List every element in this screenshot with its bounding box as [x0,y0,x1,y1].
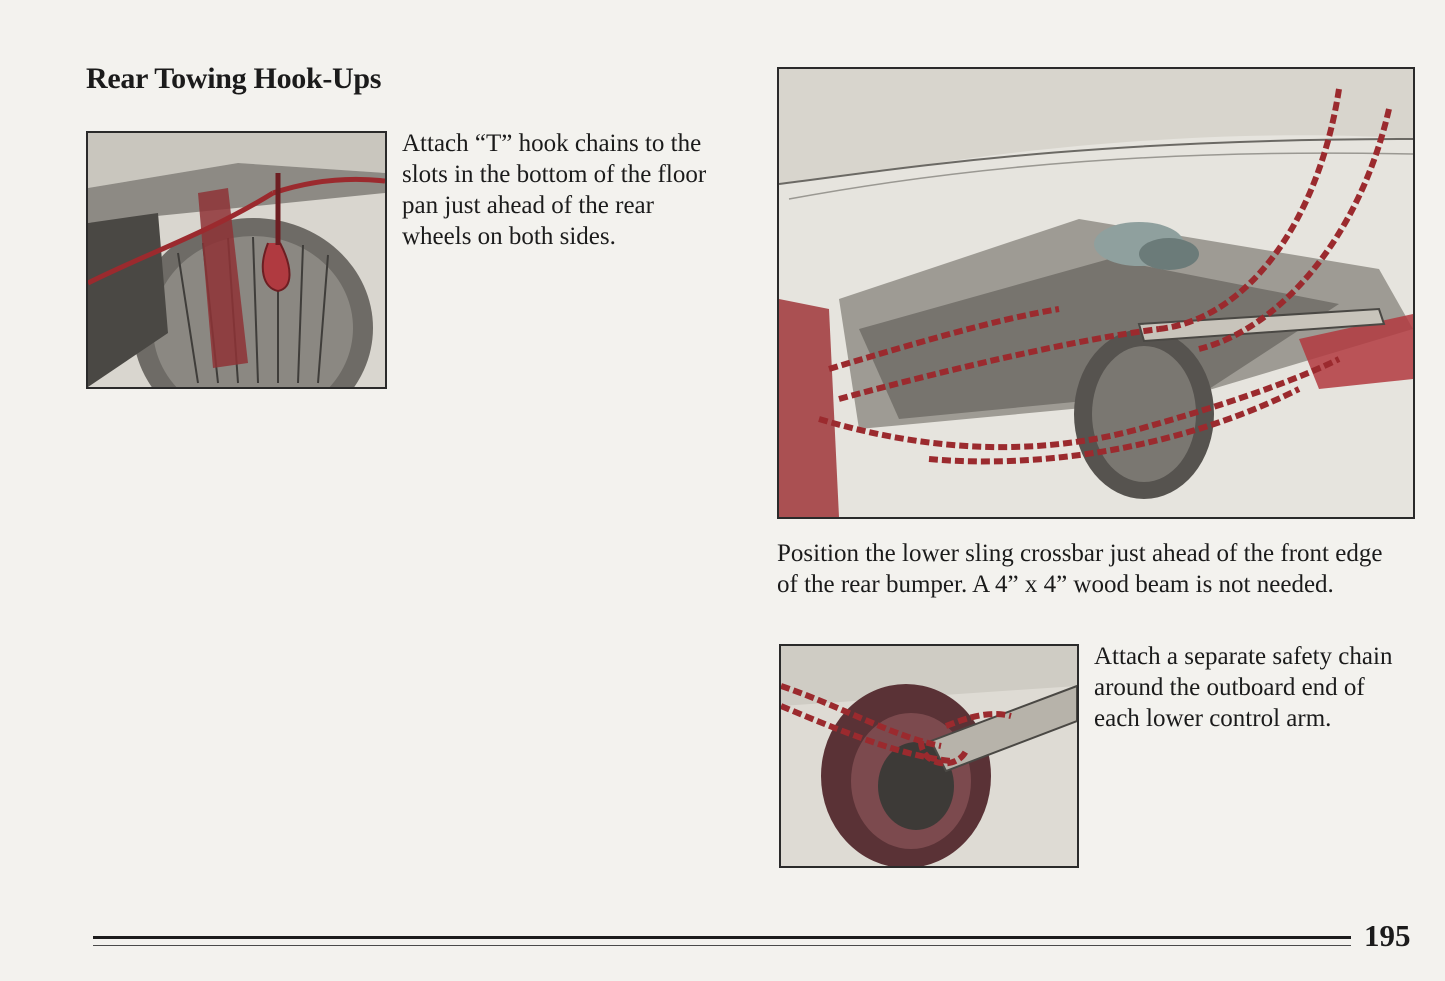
safety-chain-instructions: Attach a separate safety chain around the outboard end of each lower control arm. [1094,643,1393,732]
safety-chain-illustration [779,644,1079,868]
sling-crossbar-illustration [777,67,1415,519]
t-hook-chain-illustration [86,131,387,389]
page-number: 195 [1364,918,1411,953]
t-hook-instructions: Attach “T” hook chains to the slots in the bottom of the floor pan just ahead of the rear wheels on both sides. [402,130,707,250]
footer-rule [93,936,1351,939]
footer-rule-thin [93,945,1351,946]
crossbar-caption: Position the lower sling crossbar just ahead of the front edge of the rear bumper. A 4” x 4” wood beam is not needed. [777,540,1383,598]
page-title: Rear Towing Hook-Ups [86,62,382,95]
